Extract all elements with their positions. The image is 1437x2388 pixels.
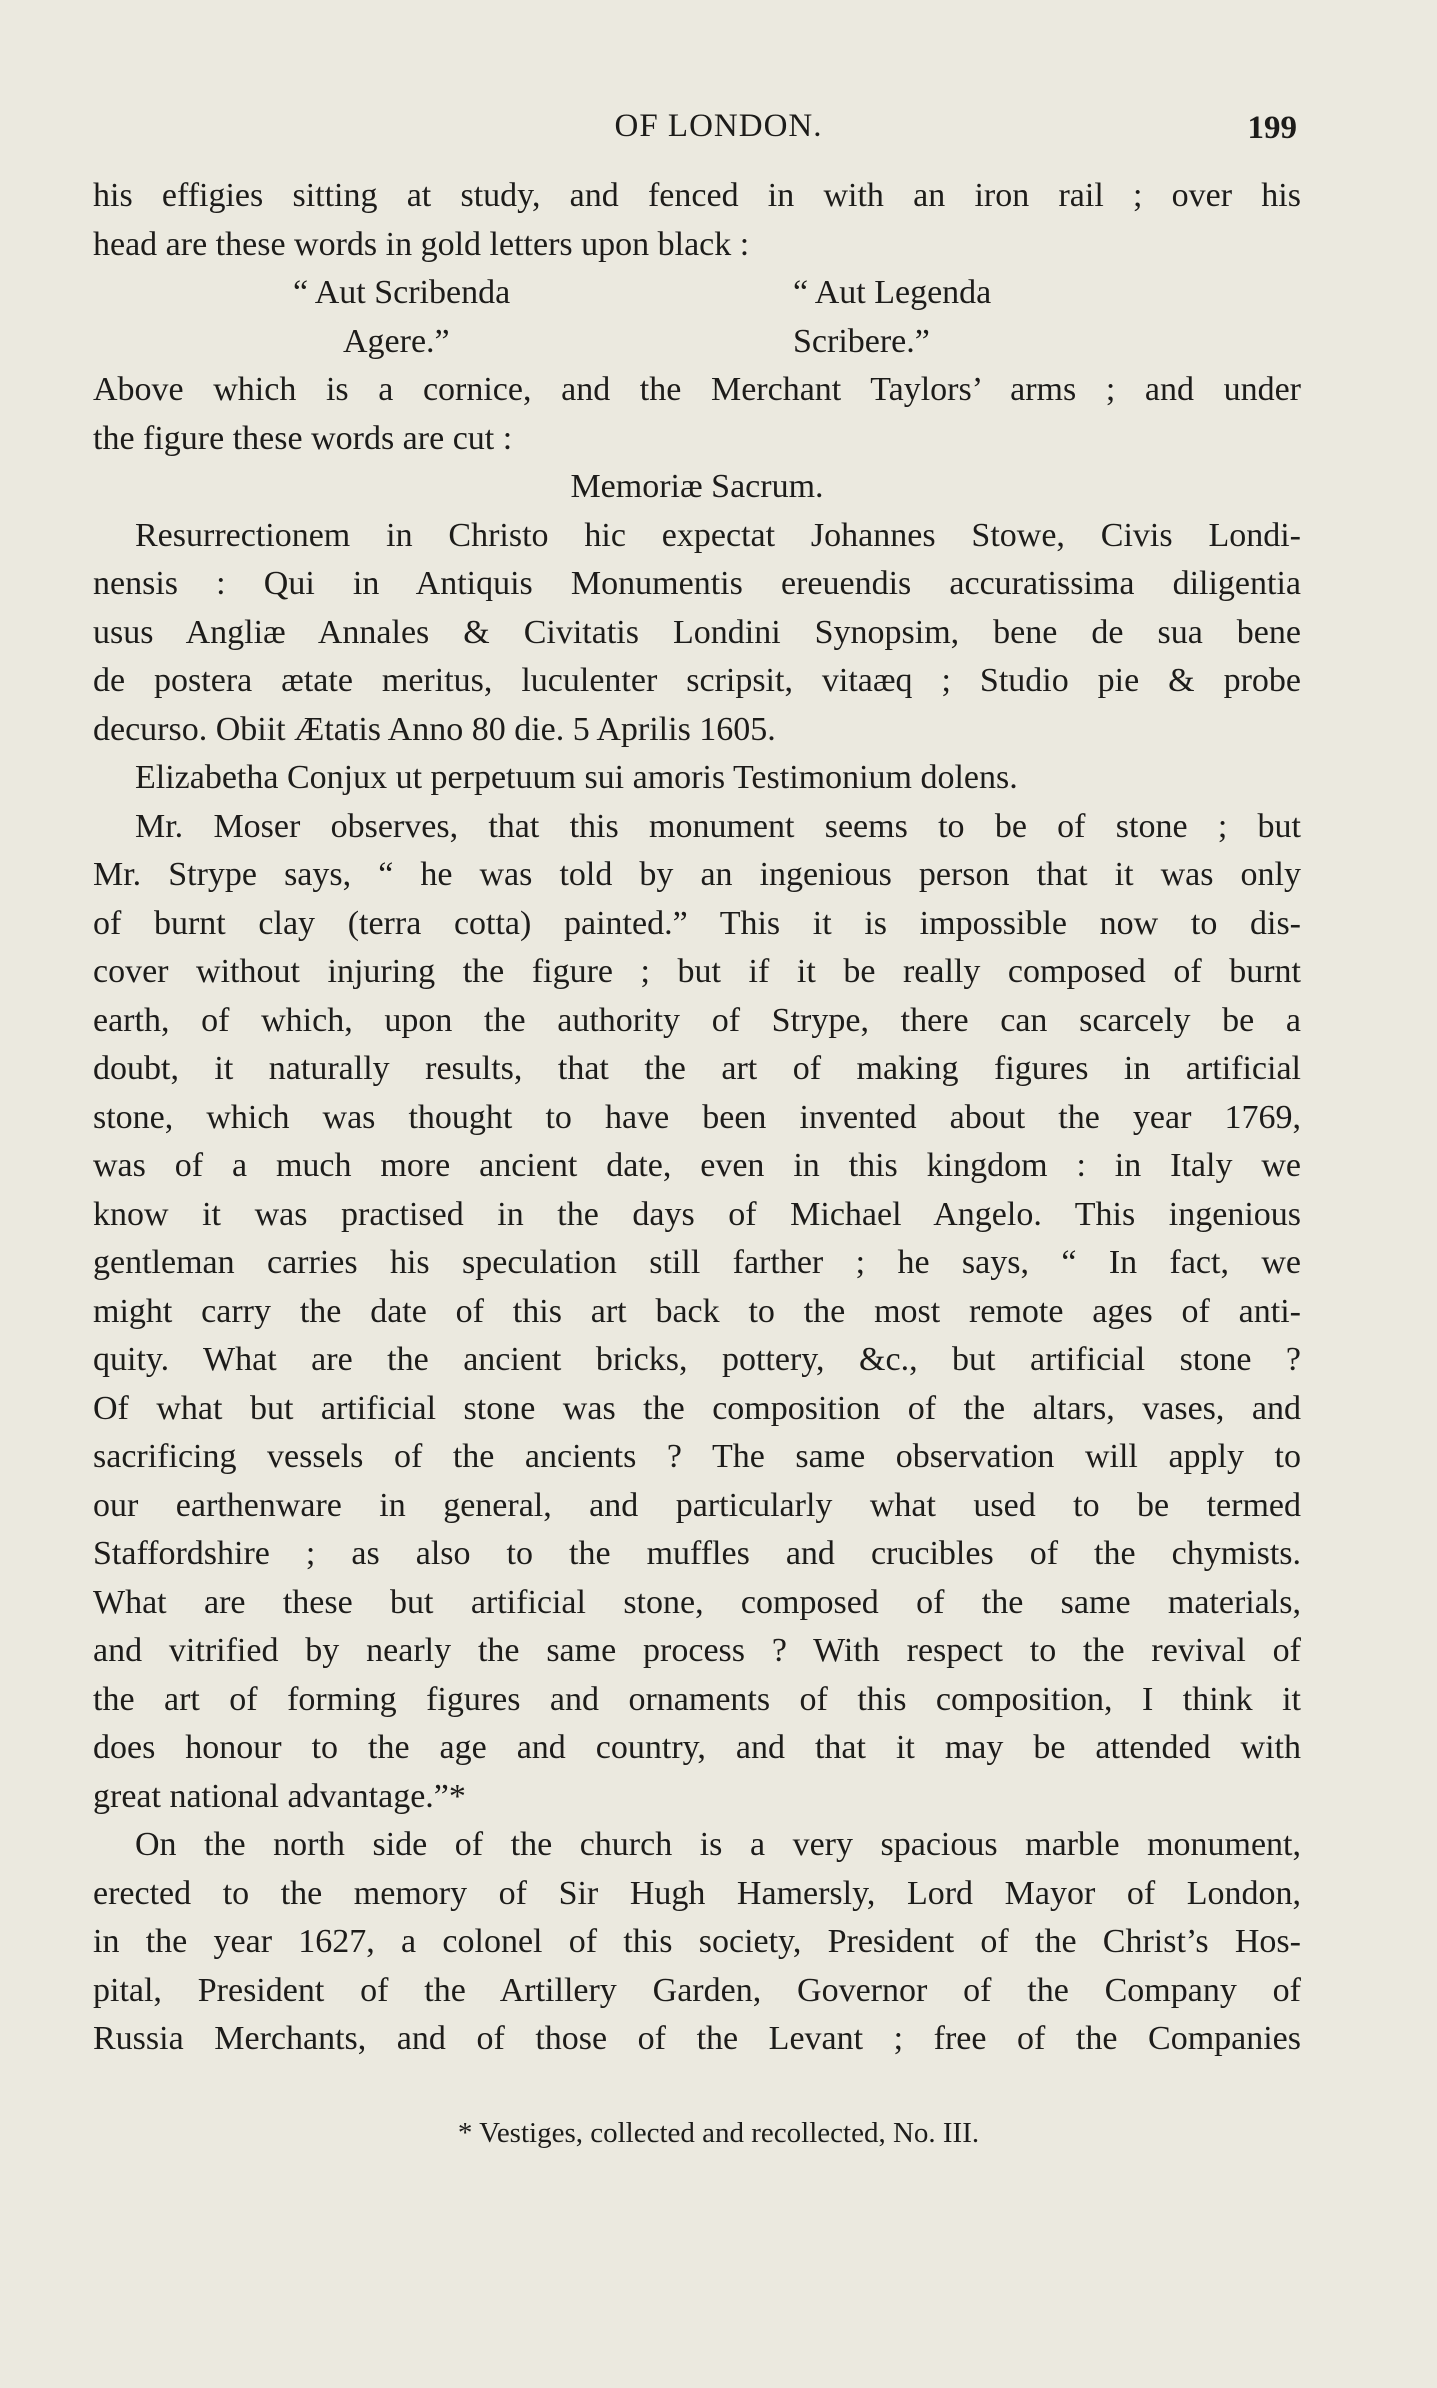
- paragraph-line: doubt, it naturally results, that the art of making figures in artificial: [93, 1050, 1301, 1087]
- inscription-line: Resurrectionem in Christo hic expectat Johannes Stowe, Civis Londi-: [135, 516, 1301, 554]
- motto-right: Scribere.”: [793, 322, 930, 360]
- text-line: the figure these words are cut :: [93, 419, 513, 457]
- paragraph-line: was of a much more ancient date, even in this kingdom : in Italy we: [93, 1147, 1301, 1184]
- paragraph-line: erected to the memory of Sir Hugh Hamersly, Lord Mayor of London,: [93, 1874, 1301, 1912]
- paragraph-line: in the year 1627, a colonel of this society, President of the Christ’s Hos-: [93, 1923, 1301, 1960]
- paragraph-line: What are these but artificial stone, composed of the same materials,: [93, 1583, 1301, 1621]
- running-head: [0, 108, 1437, 152]
- paragraph-line: quity. What are the ancient bricks, pottery, &c., but artificial stone ?: [93, 1341, 1301, 1378]
- inscription-line: usus Angliæ Annales & Civitatis Londini Synopsim, bene de sua bene: [93, 613, 1301, 651]
- paragraph-line: earth, of which, upon the authority of Strype, there can scarcely be a: [93, 1001, 1301, 1039]
- paragraph-line: of burnt clay (terra cotta) painted.” This it is impossible now to dis-: [93, 904, 1301, 942]
- paragraph-line: stone, which was thought to have been invented about the year 1769,: [93, 1098, 1301, 1136]
- paragraph-line: and vitrified by nearly the same process ? With respect to the revival of: [93, 1632, 1301, 1669]
- paragraph-line: sacrificing vessels of the ancients ? The same observation will apply to: [93, 1438, 1301, 1475]
- running-head-title: OF LONDON.: [614, 108, 823, 144]
- paragraph-line: pital, President of the Artillery Garden, Governor of the Company of: [93, 1971, 1301, 2009]
- footnote: * Vestiges, collected and recollected, No. III.: [457, 2117, 980, 2149]
- motto-row: [93, 269, 1301, 318]
- paragraph-line: Of what but artificial stone was the composition of the altars, vases, and: [93, 1389, 1301, 1427]
- paragraph-line: gentleman carries his speculation still farther ; he says, “ In fact, we: [93, 1244, 1301, 1281]
- inscription-line: decurso. Obiit Ætatis Anno 80 die. 5 Aprilis 1605.: [93, 710, 776, 748]
- text-line: his effigies sitting at study, and fenced in with an iron rail ; over his: [93, 177, 1301, 214]
- paragraph-line: Mr. Strype says, “ he was told by an ingenious person that it was only: [93, 856, 1301, 893]
- inscription-heading: Memoriæ Sacrum.: [570, 468, 824, 505]
- paragraph-line: know it was practised in the days of Michael Angelo. This ingenious: [93, 1195, 1301, 1233]
- page-body: [93, 172, 1301, 2064]
- paragraph-line: cover without injuring the figure ; but if it be really composed of burnt: [93, 953, 1301, 990]
- paragraph-line: Russia Merchants, and of those of the Levant ; free of the Companies: [93, 2020, 1301, 2057]
- dedication-line: Elizabetha Conjux ut perpetuum sui amoris Testimonium dolens.: [135, 759, 1018, 796]
- paragraph-line: the art of forming figures and ornaments of this composition, I think it: [93, 1680, 1301, 1718]
- motto-right: “ Aut Legenda: [793, 274, 992, 311]
- page-number: 199: [1247, 110, 1297, 146]
- inscription-line: de postera ætate meritus, luculenter scripsit, vitaæq ; Studio pie & probe: [93, 662, 1301, 699]
- paragraph-line: On the north side of the church is a very spacious marble monument,: [135, 1826, 1301, 1863]
- text-line: Above which is a cornice, and the Merchant Taylors’ arms ; and under: [93, 371, 1301, 408]
- paragraph-line: Staffordshire ; as also to the muffles and crucibles of the chymists.: [93, 1535, 1301, 1572]
- motto-left: “ Aut Scribenda: [293, 274, 511, 311]
- paragraph-line: does honour to the age and country, and that it may be attended with: [93, 1729, 1301, 1766]
- inscription-line: nensis : Qui in Antiquis Monumentis ereuendis accuratissima diligentia: [93, 565, 1301, 602]
- paragraph-line: Mr. Moser observes, that this monument seems to be of stone ; but: [135, 807, 1301, 845]
- motto-row: [93, 318, 1301, 367]
- text-line: head are these words in gold letters upon black :: [93, 225, 750, 263]
- paragraph-line: our earthenware in general, and particularly what used to be termed: [93, 1486, 1301, 1524]
- motto-left: Agere.”: [343, 322, 450, 360]
- paragraph-line: might carry the date of this art back to the most remote ages of anti-: [93, 1292, 1301, 1330]
- paragraph-line: great national advantage.”*: [93, 1777, 466, 1815]
